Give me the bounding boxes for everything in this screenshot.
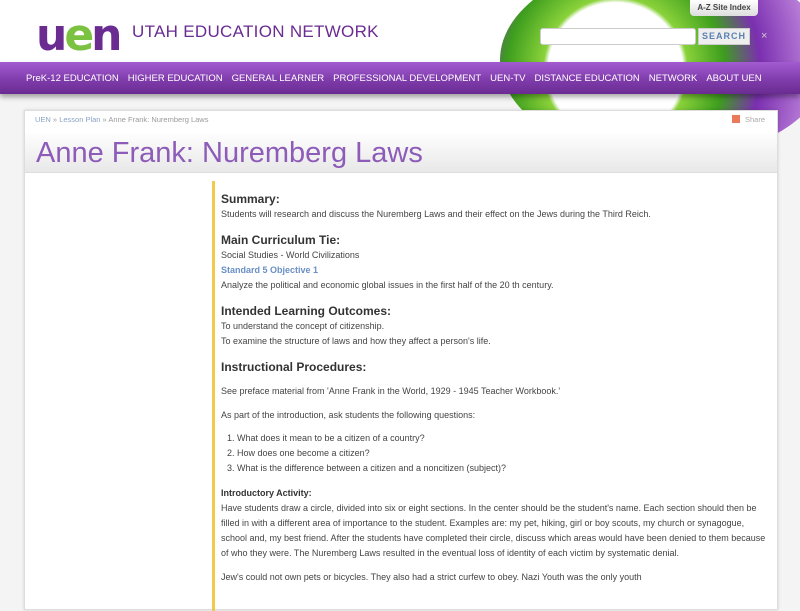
nav-professional-development[interactable]: PROFESSIONAL DEVELOPMENT (333, 72, 482, 84)
procedures-preface: See preface material from 'Anne Frank in the World, 1929 - 1945 Teacher Workbook.' (221, 386, 561, 396)
nav-distance-education[interactable]: DISTANCE EDUCATION (534, 72, 640, 84)
nav-prek12[interactable]: PreK-12 EDUCATION (26, 72, 119, 84)
curriculum-text: Analyze the political and economic global issues in the first half of the 20 th century. (221, 280, 554, 290)
search-button[interactable]: SEARCH (698, 28, 750, 45)
nav-network[interactable]: NETWORK (648, 72, 698, 84)
share-label: Share (744, 115, 765, 124)
search-input[interactable] (540, 28, 696, 45)
az-site-index-button[interactable]: A-Z Site Index (690, 0, 758, 16)
nav-higher-education[interactable]: HIGHER EDUCATION (127, 72, 223, 84)
procedures-intro: As part of the introduction, ask students the following questions: (221, 410, 476, 420)
question-item: 1. What does it mean to be a citizen of a country? (237, 431, 772, 446)
share-icon (732, 115, 740, 123)
breadcrumb-lesson-plan[interactable]: Lesson Plan (59, 115, 101, 124)
lesson-content (212, 181, 772, 611)
standard-link[interactable]: Standard 5 Objective 1 (221, 265, 319, 275)
procedures-paragraph: Jew's could not own pets or bicycles. They also had a strict curfew to obey. Nazi Youth was the only youth (221, 572, 642, 582)
breadcrumb-current: Anne Frank: Nuremberg Laws (108, 115, 209, 124)
outcomes-heading: Intended Learning Outcomes: (221, 304, 392, 318)
outcome-item: To understand the concept of citizenship. (221, 321, 385, 331)
breadcrumb-uen[interactable]: UEN (35, 115, 51, 124)
question-item: 3. What is the difference between a citizen and a noncitizen (subject)? (237, 461, 772, 476)
share-button[interactable] (732, 115, 765, 124)
main-nav (0, 62, 800, 94)
activity-text: Have students draw a circle, divided into six or eight sections. In the center should be the student's name. Each section should then be filled in with a different area of importance to the student. Examples are: my pet, hiking, girl or boy scouts, my church or synagogue, school and, my best friend. After the students have completed their circle, discuss which areas would have been denied to them because of who they were. The Nuremberg Laws resulted in the eventual loss of identity of each victim by systematic denial. (221, 503, 766, 558)
site-name[interactable]: UTAH EDUCATION NETWORK (132, 22, 379, 41)
curriculum-subject: Social Studies - World Civilizations (221, 250, 360, 260)
content-panel (24, 110, 778, 610)
page-title: Anne Frank: Nuremberg Laws (36, 137, 423, 169)
procedures-heading: Instructional Procedures: (221, 360, 367, 374)
question-item: 2. How does one become a citizen? (237, 446, 772, 461)
summary-text: Students will research and discuss the Nuremberg Laws and their effect on the Jews during the Third Reich. (221, 209, 651, 219)
activity-heading: Introductory Activity: (221, 488, 312, 498)
curriculum-heading: Main Curriculum Tie: (221, 233, 341, 247)
question-list (221, 431, 772, 476)
breadcrumb-sep: » (100, 115, 109, 124)
breadcrumb-sep: » (50, 115, 60, 124)
site-header (0, 0, 800, 62)
breadcrumb (35, 115, 208, 124)
nav-about-uen[interactable]: ABOUT UEN (706, 72, 762, 84)
outcome-item: To examine the structure of laws and how they affect a person's life. (221, 336, 491, 346)
uen-logo[interactable]: uen (36, 10, 120, 61)
nav-uen-tv[interactable]: UEN-TV (490, 72, 526, 84)
title-band (25, 131, 777, 173)
close-icon[interactable]: × (761, 30, 768, 42)
nav-general-learner[interactable]: GENERAL LEARNER (231, 72, 325, 84)
summary-heading: Summary: (221, 192, 280, 206)
